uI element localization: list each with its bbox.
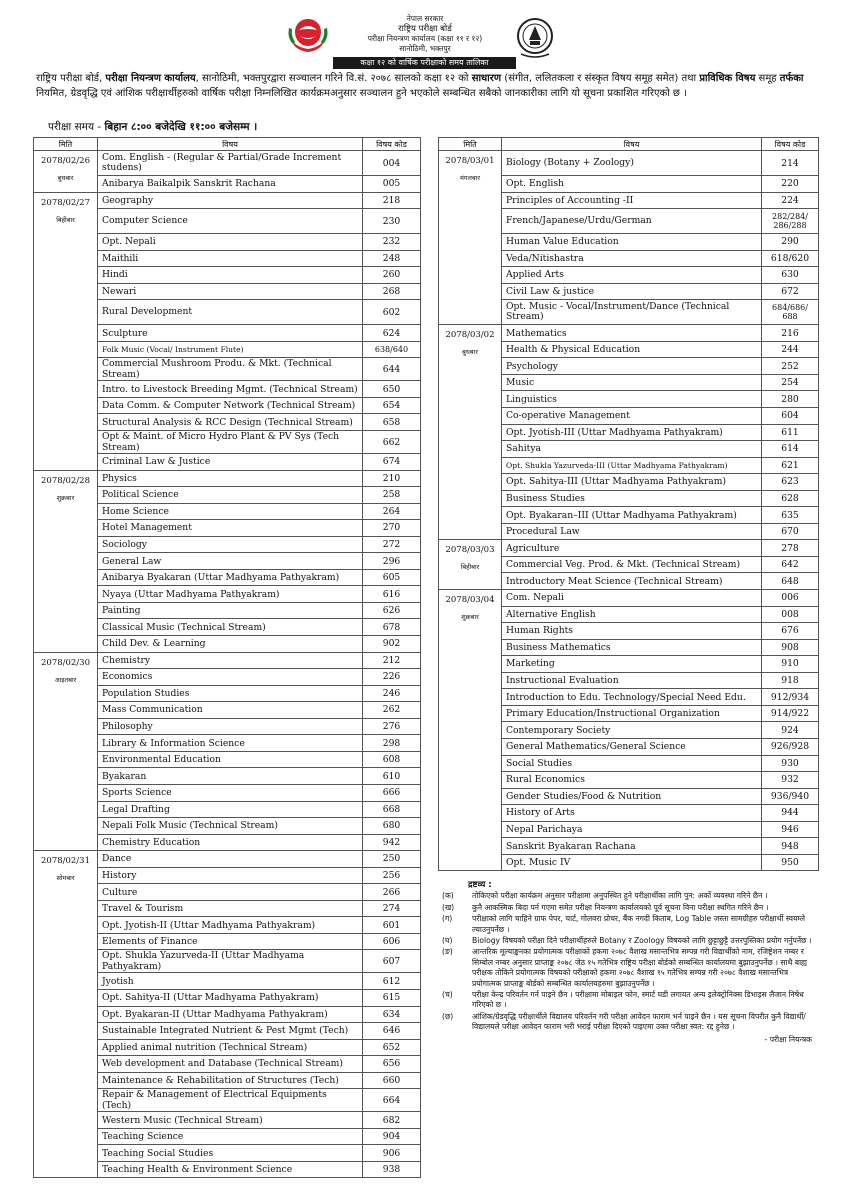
subject-cell: Opt. Music - Vocal/Instrument/Dance (Technical Stream): [502, 300, 762, 325]
subject-cell: Opt. Byakaran-II (Uttar Madhyama Pathyakram): [98, 1006, 363, 1023]
subject-cell: Opt. Shukla Yazurveda-III (Uttar Madhyama Pathyakram): [502, 457, 762, 474]
subject-code-cell: 244: [762, 341, 819, 358]
exam-date: 2078/02/30: [41, 657, 90, 668]
subject-code-cell: 296: [363, 553, 421, 570]
exam-date-cell: [439, 540, 502, 590]
subject-cell: Health & Physical Education: [502, 341, 762, 358]
subject-cell: Human Value Education: [502, 234, 762, 251]
subject-cell: Western Music (Technical Stream): [98, 1112, 363, 1129]
note-item: [440, 914, 818, 935]
exam-day: शुक्रबार: [56, 493, 75, 502]
subject-code-cell: 946: [762, 821, 819, 838]
note-text: आन्तरिक मूल्याङ्कनका प्रयोगात्मक परीक्षाको हकमा २०७८ वैशाख मसान्तभित्र सम्पन्न गरी विद्यार्थीको नाम, रजिष्ट्रेशन नम्बर र सिम्बोल नम्बर अनुसार प्राप्ताङ्क २०७८ जेठ १५ गतेभित्र राष्ट्रिय परीक्षा बोर्डको सम्बन्धित कार्यालयमा बुझाउनुपर्नेछ । साथै बाह्य परीक्षक तोकिने प्रयोगात्मक विषयको परीक्षाको हकमा २०७८ वैशाख १५ गतेभित्र सम्पन्न गरी २०७८ वैशाख मसान्तभित्र प्रयोगात्मक प्राप्ताङ्क बोर्डको सम्बन्धित कार्यालयहरुमा बुझाउनुपर्नेछ ।: [472, 947, 808, 988]
exam-date-cell: [439, 325, 502, 540]
subject-cell: Environmental Education: [98, 751, 363, 768]
subject-code-cell: 930: [762, 755, 819, 772]
subject-cell: Civil Law & justice: [502, 283, 762, 300]
table-row: [34, 192, 421, 209]
subject-cell: Veda/Nitishastra: [502, 250, 762, 267]
subject-code-cell: 666: [363, 784, 421, 801]
subject-code-cell: 216: [762, 325, 819, 342]
intro-bold: साधारण: [471, 73, 502, 84]
signature: - परीक्षा नियन्त्रक: [764, 1034, 812, 1044]
subject-cell: Mathematics: [502, 325, 762, 342]
subject-cell: Elements of Finance: [98, 933, 363, 950]
subject-code-cell: 682: [363, 1112, 421, 1129]
subject-cell: Byakaran: [98, 768, 363, 785]
subject-code-cell: 648: [762, 573, 819, 590]
subject-code-cell: 252: [762, 358, 819, 375]
subject-cell: Biology (Botany + Zoology): [502, 151, 762, 176]
exam-board-logo-icon: [515, 14, 555, 58]
subject-code-cell: 912/934: [762, 689, 819, 706]
subject-cell: Commercial Veg. Prod. & Mkt. (Technical Stream): [502, 556, 762, 573]
subject-code-cell: 672: [762, 283, 819, 300]
note-text: Biology विषयको परीक्षा दिने परीक्षार्थीहरुले Botany र Zoology विषयको लागि छुट्टाछुट्टै उत्तरपुस्तिका प्रयोग गर्नुपर्नेछ ।: [472, 936, 812, 946]
subject-cell: Repair & Management of Electrical Equipments (Tech): [98, 1089, 363, 1112]
header-line-1: नेपाल सरकार: [406, 14, 444, 23]
subject-cell: Chemistry Education: [98, 834, 363, 851]
subject-code-cell: 616: [363, 586, 421, 603]
subject-cell: Opt. Shukla Yazurveda-II (Uttar Madhyama Pathyakram): [98, 950, 363, 973]
subject-cell: Child Dev. & Learning: [98, 636, 363, 653]
table-row: [34, 151, 421, 176]
subject-code-cell: 624: [363, 325, 421, 342]
subject-cell: Agriculture: [502, 540, 762, 557]
subject-cell: Painting: [98, 602, 363, 619]
subject-code-cell: 608: [363, 751, 421, 768]
subject-cell: Philosophy: [98, 718, 363, 735]
subject-code-cell: 224: [762, 192, 819, 209]
intro-text: (संगीत, ललितकला र संस्कृत विषय समूह समेत) तथा: [501, 73, 700, 84]
subject-code-cell: 274: [363, 900, 421, 917]
subject-cell: Teaching Science: [98, 1128, 363, 1145]
subject-code-cell: 668: [363, 801, 421, 818]
note-label: (घ): [442, 936, 453, 946]
subject-cell: Opt & Maint. of Micro Hydro Plant & PV Sys (Tech Stream): [98, 431, 363, 454]
subject-code-cell: 246: [363, 685, 421, 702]
note-label: (ख): [442, 902, 455, 912]
subject-code-cell: 938: [363, 1161, 421, 1178]
header-line-3: परीक्षा नियन्त्रण कार्यालय (कक्षा ११ र १२): [367, 34, 483, 43]
subject-code-cell: 658: [363, 414, 421, 431]
subject-column-header: विषय: [502, 138, 762, 151]
table-row: [34, 652, 421, 669]
subject-cell: Mass Communication: [98, 702, 363, 719]
subject-code-cell: 918: [762, 672, 819, 689]
subject-code-cell: 008: [762, 606, 819, 623]
subject-code-cell: 626: [363, 602, 421, 619]
subject-code-cell: 676: [762, 623, 819, 640]
subject-cell: Maithili: [98, 250, 363, 267]
subject-cell: Sanskrit Byakaran Rachana: [502, 838, 762, 855]
subject-cell: Opt. Sahitya-II (Uttar Madhyama Pathyakram): [98, 989, 363, 1006]
subject-code-cell: 948: [762, 838, 819, 855]
subject-code-cell: 218: [363, 192, 421, 209]
subject-code-cell: 272: [363, 536, 421, 553]
subject-code-cell: 610: [363, 768, 421, 785]
subject-cell: Introduction to Edu. Technology/Special Need Edu.: [502, 689, 762, 706]
subject-cell: Applied Arts: [502, 267, 762, 284]
exam-day: बिहीबार: [460, 563, 480, 572]
note-text: परीक्षा केन्द्र परिवर्तन गर्न पाइने छैन । परीक्षामा मोबाइल फोन, स्मार्ट घडी लगायत अन्य इलेक्ट्रोनिक्स डिभाइस लैजान निषेध गरिएको छ ।: [472, 990, 804, 1010]
note-label: (छ): [442, 1011, 454, 1021]
subject-cell: General Law: [98, 553, 363, 570]
subject-code-cell: 634: [363, 1006, 421, 1023]
subject-cell: Introductory Meat Science (Technical Stream): [502, 573, 762, 590]
subject-code-cell: 656: [363, 1056, 421, 1073]
subject-code-cell: 662: [363, 431, 421, 454]
table-row: [34, 470, 421, 487]
subject-code-cell: 605: [363, 569, 421, 586]
subject-code-cell: 904: [363, 1128, 421, 1145]
subject-code-cell: 670: [762, 523, 819, 540]
subject-code-cell: 607: [363, 950, 421, 973]
subject-code-cell: 210: [363, 470, 421, 487]
subject-cell: Opt. Byakaran–III (Uttar Madhyama Pathyakram): [502, 507, 762, 524]
note-item: [440, 990, 818, 1011]
subject-code-cell: 282/284/ 286/288: [762, 209, 819, 234]
subject-cell: Computer Science: [98, 209, 363, 234]
code-column-header: विषय कोड: [762, 138, 819, 151]
subject-cell: Data Comm. & Computer Network (Technical Stream): [98, 397, 363, 414]
subject-cell: Web development and Database (Technical Stream): [98, 1056, 363, 1073]
subject-cell: Business Studies: [502, 490, 762, 507]
subject-code-cell: 932: [762, 772, 819, 789]
subject-code-cell: 214: [762, 151, 819, 176]
subject-code-cell: 650: [363, 381, 421, 398]
subject-code-cell: 630: [762, 267, 819, 284]
subject-cell: Alternative English: [502, 606, 762, 623]
table-header-row: [34, 138, 421, 151]
subject-code-cell: 621: [762, 457, 819, 474]
subject-cell: Music: [502, 374, 762, 391]
subject-cell: Business Mathematics: [502, 639, 762, 656]
exam-time-value: बिहान ८:०० बजेदेखि ११:०० बजेसम्म ।: [104, 121, 258, 133]
subject-cell: Com. English - (Regular & Partial/Grade Increment studens): [98, 151, 363, 176]
subject-code-cell: 612: [363, 973, 421, 990]
subject-cell: Jyotish: [98, 973, 363, 990]
subject-cell: French/Japanese/Urdu/German: [502, 209, 762, 234]
subject-cell: Principles of Accounting -II: [502, 192, 762, 209]
subject-cell: Intro. to Livestock Breeding Mgmt. (Technical Stream): [98, 381, 363, 398]
subject-cell: Opt. Jyotish-III (Uttar Madhyama Pathyakram): [502, 424, 762, 441]
subject-cell: Political Science: [98, 487, 363, 504]
subject-cell: Opt. Nepali: [98, 234, 363, 251]
notes-title: द्रष्टव्य :: [468, 880, 492, 890]
subject-code-cell: 005: [363, 176, 421, 193]
exam-date-cell: [34, 192, 98, 470]
subject-code-cell: 628: [762, 490, 819, 507]
table-header-row: [439, 138, 819, 151]
subject-code-cell: 266: [363, 884, 421, 901]
subject-cell: Folk Music (Vocal/ Instrument Flute): [98, 341, 363, 358]
subject-code-cell: 642: [762, 556, 819, 573]
subject-cell: Human Rights: [502, 623, 762, 640]
subject-code-cell: 615: [363, 989, 421, 1006]
intro-paragraph: [36, 72, 816, 101]
note-item: [440, 1012, 818, 1033]
exam-date: 2078/03/02: [445, 330, 495, 341]
note-text: आंशिक/ग्रेडवृद्धि परीक्षार्थीले विद्यालय परिवर्तन गरी परीक्षा आवेदन फाराम भर्न पाइने छैन । यस सूचना विपरीत कुनै विद्यार्थी/विद्यालयले परीक्षा आवेदन फाराम भरी भराई परीक्षा दिएको पाइएमा उक्त परीक्षा स्वत: रद्द हुनेछ ।: [472, 1011, 806, 1032]
subject-code-cell: 944: [762, 805, 819, 822]
note-item: [440, 891, 818, 901]
subject-code-cell: 298: [363, 735, 421, 752]
intro-bold: परीक्षा नियन्त्रण कार्यालय: [105, 73, 196, 84]
subject-cell: Maintenance & Rehabilitation of Structures (Tech): [98, 1072, 363, 1089]
subject-cell: Com. Nepali: [502, 590, 762, 607]
subject-cell: Library & Information Science: [98, 735, 363, 752]
exam-date-cell: [439, 590, 502, 871]
date-column-header: मिति: [439, 138, 502, 151]
exam-date-cell: [34, 652, 98, 851]
subject-code-cell: 264: [363, 503, 421, 520]
subject-code-cell: 278: [762, 540, 819, 557]
subject-code-cell: 270: [363, 520, 421, 537]
note-label: (ग): [442, 914, 453, 924]
note-label: (ङ): [442, 947, 453, 957]
subject-code-cell: 004: [363, 151, 421, 176]
exam-day: बुधबार: [462, 348, 478, 357]
intro-text: नियमित, ग्रेडवृद्धि एवं आंशिक परीक्षार्थीहरुको वार्षिक परीक्षा निम्नलिखित कार्यक्रमअनुसार सञ्चालन हुने भएकोले सम्बन्धित सबैको जानकारीका लागि यो सूचना प्रकाशित गरिएको छ ।: [36, 87, 687, 99]
note-text: कुनै आकस्मिक बिदा पर्न गएमा समेत परीक्षा नियन्त्रण कार्यालयको पूर्व सूचना विना परीक्षा स्थगित गरिने छैन ।: [472, 902, 769, 912]
subject-cell: Population Studies: [98, 685, 363, 702]
subject-cell: Nepal Parichaya: [502, 821, 762, 838]
subject-cell: Co-operative Management: [502, 408, 762, 425]
subject-cell: Opt. Sahitya-III (Uttar Madhyama Pathyakram): [502, 474, 762, 491]
subject-cell: Marketing: [502, 656, 762, 673]
subject-cell: Sustainable Integrated Nutrient & Pest Mgmt (Tech): [98, 1023, 363, 1040]
schedule-table-right: [438, 137, 819, 871]
intro-bold: प्राविधिक विषय: [699, 73, 756, 84]
subject-cell: Opt. Music IV: [502, 854, 762, 871]
subject-cell: Nepali Folk Music (Technical Stream): [98, 818, 363, 835]
subject-cell: Contemporary Society: [502, 722, 762, 739]
intro-text: , सानोठिमी, भक्तपुरद्वारा सञ्चालन गरिने वि.सं. २०७८ सालको कक्षा १२ को: [195, 73, 472, 84]
subject-code-cell: 950: [762, 854, 819, 871]
subject-cell: General Mathematics/General Science: [502, 738, 762, 755]
subject-cell: Structural Analysis & RCC Design (Technical Stream): [98, 414, 363, 431]
subject-code-cell: 674: [363, 454, 421, 471]
subject-code-cell: 638/640: [363, 341, 421, 358]
exam-day: बुधबार: [57, 174, 74, 182]
subject-cell: Sculpture: [98, 325, 363, 342]
header-block: [300, 14, 550, 54]
exam-date: 2078/02/27: [41, 197, 90, 208]
exam-date: 2078/02/31: [41, 856, 90, 867]
subject-cell: Gender Studies/Food & Nutrition: [502, 788, 762, 805]
intro-text: राष्ट्रिय परीक्षा बोर्ड,: [36, 73, 106, 84]
subject-code-cell: 908: [762, 639, 819, 656]
exam-date: 2078/03/04: [445, 595, 495, 606]
subject-cell: History: [98, 867, 363, 884]
subject-cell: Anibarya Byakaran (Uttar Madhyama Pathyakram): [98, 569, 363, 586]
subject-code-cell: 232: [363, 234, 421, 251]
code-column-header: विषय कोड: [363, 138, 421, 151]
subject-column-header: विषय: [98, 138, 363, 151]
subject-code-cell: 250: [363, 851, 421, 868]
subject-cell: Linguistics: [502, 391, 762, 408]
subject-code-cell: 256: [363, 867, 421, 884]
subject-code-cell: 258: [363, 487, 421, 504]
subject-code-cell: 924: [762, 722, 819, 739]
subject-cell: Social Studies: [502, 755, 762, 772]
subject-cell: Classical Music (Technical Stream): [98, 619, 363, 636]
subject-code-cell: 611: [762, 424, 819, 441]
subject-cell: Home Science: [98, 503, 363, 520]
subject-cell: Legal Drafting: [98, 801, 363, 818]
note-text: तोकिएको परीक्षा कार्यक्रम अनुसार परीक्षामा अनुपस्थित हुने परीक्षार्थीका लागि पुन: अर्को व्यवस्था गरिने छैन ।: [472, 891, 768, 901]
table-row: [439, 540, 819, 557]
exam-date-cell: [34, 470, 98, 652]
note-item: [440, 903, 818, 913]
subject-code-cell: 652: [363, 1039, 421, 1056]
header-line-4: सानोठिमी, भक्तपुर: [399, 44, 451, 53]
subject-code-cell: 623: [762, 474, 819, 491]
subject-code-cell: 226: [363, 669, 421, 686]
intro-text: समूह: [755, 73, 780, 84]
subject-cell: Teaching Social Studies: [98, 1145, 363, 1162]
subject-cell: Criminal Law & Justice: [98, 454, 363, 471]
exam-date-cell: [34, 851, 98, 1178]
header-line-2: राष्ट्रिय परीक्षा बोर्ड: [398, 24, 452, 34]
exam-day: सोमबार: [56, 874, 75, 883]
exam-date: 2078/03/03: [445, 545, 495, 556]
subject-code-cell: 618/620: [762, 250, 819, 267]
subject-cell: Economics: [98, 669, 363, 686]
subject-cell: Sahitya: [502, 441, 762, 458]
table-row: [439, 590, 819, 607]
subject-code-cell: 902: [363, 636, 421, 653]
subject-code-cell: 280: [762, 391, 819, 408]
subject-cell: Hindi: [98, 267, 363, 284]
exam-date: 2078/02/28: [41, 475, 90, 486]
subject-code-cell: 614: [762, 441, 819, 458]
note-label: (च): [442, 990, 453, 1000]
subject-code-cell: 248: [363, 250, 421, 267]
subject-cell: Procedural Law: [502, 523, 762, 540]
exam-date-cell: [34, 151, 98, 193]
subject-cell: History of Arts: [502, 805, 762, 822]
subject-cell: Opt. English: [502, 176, 762, 193]
subject-cell: Nyaya (Uttar Madhyama Pathyakram): [98, 586, 363, 603]
subject-cell: Teaching Health & Environment Science: [98, 1161, 363, 1178]
note-label: (क): [442, 891, 454, 901]
exam-date-cell: [439, 151, 502, 325]
subject-code-cell: 290: [762, 234, 819, 251]
exam-time-label: परीक्षा समय -: [48, 121, 105, 133]
note-item: [440, 936, 818, 946]
subject-cell: Psychology: [502, 358, 762, 375]
subject-code-cell: 006: [762, 590, 819, 607]
subject-code-cell: 606: [363, 933, 421, 950]
subject-code-cell: 276: [363, 718, 421, 735]
subject-cell: Sociology: [98, 536, 363, 553]
subject-code-cell: 678: [363, 619, 421, 636]
exam-time: [48, 120, 257, 134]
subject-code-cell: 942: [363, 834, 421, 851]
notes-section: [440, 880, 818, 1045]
subject-code-cell: 601: [363, 917, 421, 934]
exam-day: बिहीबार: [56, 215, 75, 224]
exam-day: शुक्रबार: [461, 613, 479, 622]
subject-code-cell: 602: [363, 300, 421, 325]
subject-cell: Sports Science: [98, 784, 363, 801]
table-row: [34, 851, 421, 868]
subject-cell: Physics: [98, 470, 363, 487]
subject-cell: Dance: [98, 851, 363, 868]
subject-code-cell: 654: [363, 397, 421, 414]
subject-code-cell: 212: [363, 652, 421, 669]
subject-code-cell: 680: [363, 818, 421, 835]
notes-list: [440, 891, 818, 1032]
subject-code-cell: 230: [363, 209, 421, 234]
subject-cell: Applied animal nutrition (Technical Stream): [98, 1039, 363, 1056]
subject-code-cell: 906: [363, 1145, 421, 1162]
table-row: [439, 325, 819, 342]
subject-cell: Geography: [98, 192, 363, 209]
subject-cell: Rural Development: [98, 300, 363, 325]
subject-cell: Opt. Jyotish-II (Uttar Madhyama Pathyakram): [98, 917, 363, 934]
subject-code-cell: 936/940: [762, 788, 819, 805]
subject-code-cell: 910: [762, 656, 819, 673]
subject-code-cell: 604: [762, 408, 819, 425]
subject-code-cell: 664: [363, 1089, 421, 1112]
subject-code-cell: 220: [762, 176, 819, 193]
exam-day: मंगलबार: [459, 174, 480, 182]
subject-code-cell: 262: [363, 702, 421, 719]
subject-cell: Chemistry: [98, 652, 363, 669]
subject-code-cell: 644: [363, 358, 421, 381]
subject-cell: Hotel Management: [98, 520, 363, 537]
subject-code-cell: 268: [363, 283, 421, 300]
exam-day: आइतबार: [54, 675, 77, 684]
subject-cell: Culture: [98, 884, 363, 901]
subject-cell: Newari: [98, 283, 363, 300]
subject-code-cell: 914/922: [762, 705, 819, 722]
note-text: परीक्षाको लागि चाहिने ग्राफ पेपर, चार्ट, गोलवरा प्रोचर, बैंक नगदी किताब, Log Table जस्ता सामग्रीहरु परीक्षार्थी स्वयम्ले ल्याउनुपर्नेछ ।: [472, 914, 806, 934]
subject-cell: Rural Economics: [502, 772, 762, 789]
exam-date: 2078/03/01: [445, 156, 495, 166]
subject-code-cell: 926/928: [762, 738, 819, 755]
subject-cell: Instructional Evaluation: [502, 672, 762, 689]
table-row: [439, 151, 819, 176]
subject-cell: Travel & Tourism: [98, 900, 363, 917]
subject-cell: Anibarya Baikalpik Sanskrit Rachana: [98, 176, 363, 193]
subject-cell: Primary Education/Instructional Organization: [502, 705, 762, 722]
subject-code-cell: 684/686/ 688: [762, 300, 819, 325]
subject-code-cell: 260: [363, 267, 421, 284]
exam-date: 2078/02/26: [41, 156, 90, 166]
subject-code-cell: 254: [762, 374, 819, 391]
notice-title: कक्षा १२ को वार्षिक परीक्षाको समय तालिका: [333, 57, 516, 69]
subject-code-cell: 660: [363, 1072, 421, 1089]
subject-cell: Commercial Mushroom Produ. & Mkt. (Technical Stream): [98, 358, 363, 381]
note-item: [440, 947, 818, 989]
subject-code-cell: 635: [762, 507, 819, 524]
subject-code-cell: 646: [363, 1023, 421, 1040]
schedule-table-left: [33, 137, 421, 1178]
date-column-header: मिति: [34, 138, 98, 151]
intro-bold: तर्फका: [779, 73, 804, 84]
